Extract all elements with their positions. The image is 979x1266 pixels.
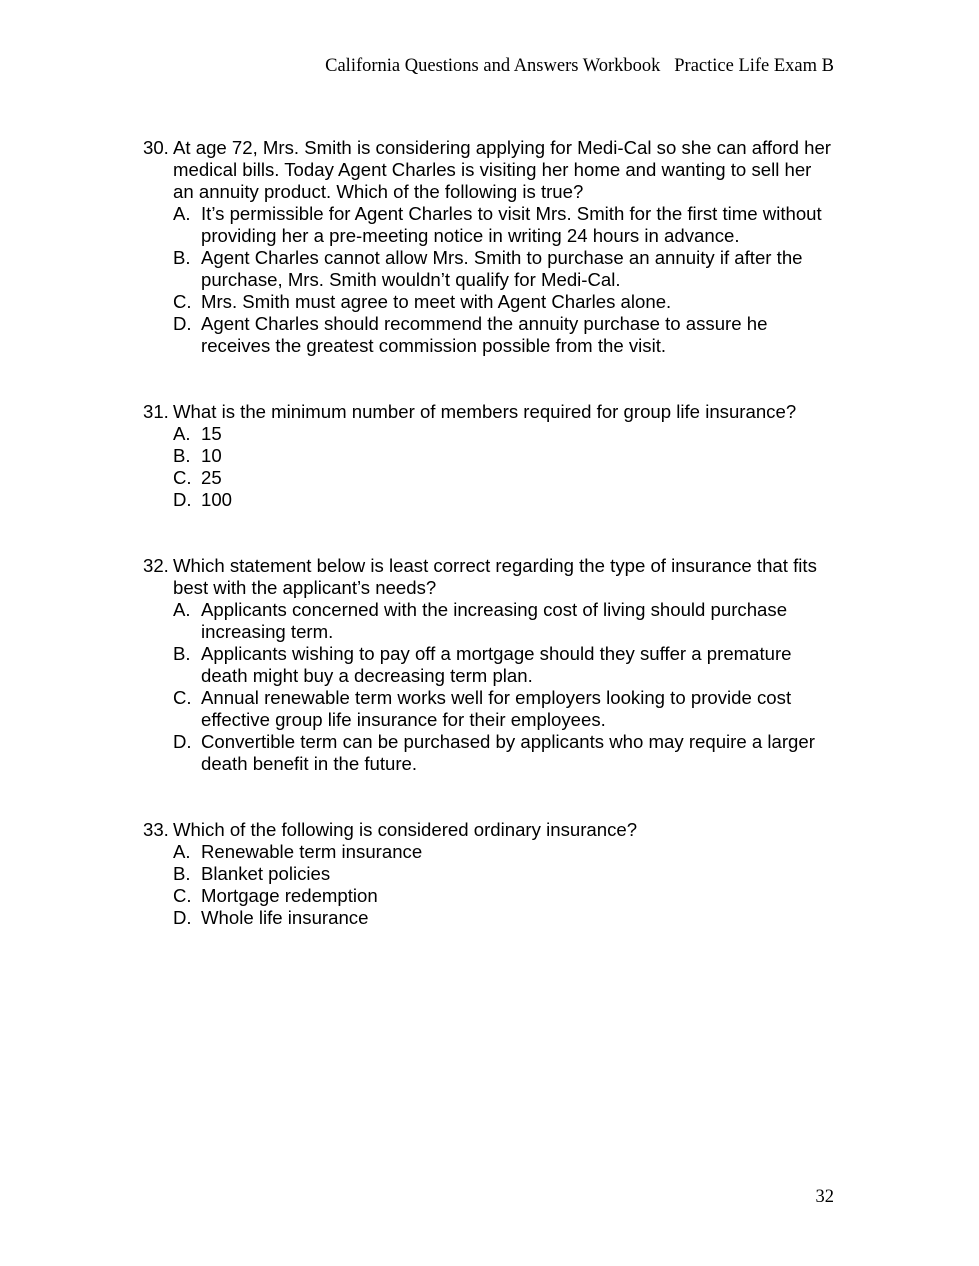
answer-option-a xyxy=(173,423,833,445)
answer-option-a xyxy=(173,203,833,247)
option-text: It’s permissible for Agent Charles to visit Mrs. Smith for the first time without providing her a pre-meeting notice in writing 24 hours in advance. xyxy=(201,203,822,246)
option-text: Renewable term insurance xyxy=(201,841,423,862)
question-30 xyxy=(143,137,833,357)
option-text: Whole life insurance xyxy=(201,907,369,928)
option-text: Applicants wishing to pay off a mortgage should they suffer a premature death might buy a decreasing term plan. xyxy=(201,643,792,686)
answer-option-d xyxy=(173,731,833,775)
option-label: B. xyxy=(173,247,191,268)
option-text: 25 xyxy=(201,467,222,488)
option-label: D. xyxy=(173,313,192,334)
option-label: A. xyxy=(173,841,191,862)
option-label: C. xyxy=(173,291,192,312)
option-label: A. xyxy=(173,423,191,444)
answer-option-b xyxy=(173,445,833,467)
answer-option-d xyxy=(173,907,833,929)
question-31 xyxy=(143,401,833,511)
answer-option-d xyxy=(173,489,833,511)
option-text: Mortgage redemption xyxy=(201,885,378,906)
answer-options xyxy=(173,599,833,775)
answer-option-b xyxy=(173,643,833,687)
page-number: 32 xyxy=(815,1187,834,1207)
option-label: D. xyxy=(173,907,192,928)
answer-option-b xyxy=(173,247,833,291)
answer-option-c xyxy=(173,291,833,313)
option-label: B. xyxy=(173,445,191,466)
option-label: C. xyxy=(173,885,192,906)
option-text: Convertible term can be purchased by applicants who may require a larger death benefit in the future. xyxy=(201,731,815,774)
answer-option-c xyxy=(173,467,833,489)
question-text: What is the minimum number of members required for group life insurance? xyxy=(173,401,797,422)
question-number: 31. xyxy=(143,401,169,422)
option-label: C. xyxy=(173,687,192,708)
option-label: D. xyxy=(173,731,192,752)
option-label: D. xyxy=(173,489,192,510)
question-number: 32. xyxy=(143,555,169,576)
option-label: B. xyxy=(173,643,191,664)
option-text: Blanket policies xyxy=(201,863,331,884)
answer-option-b xyxy=(173,863,833,885)
option-text: Annual renewable term works well for employers looking to provide cost effective group life insurance for their employees. xyxy=(201,687,792,730)
option-text: 100 xyxy=(201,489,233,510)
answer-option-c xyxy=(173,885,833,907)
answer-options xyxy=(173,423,833,511)
answer-option-c xyxy=(173,687,833,731)
page-header: California Questions and Answers Workbook Practice Life Exam B xyxy=(325,56,834,76)
question-number: 33. xyxy=(143,819,169,840)
option-label: B. xyxy=(173,863,191,884)
answer-options xyxy=(173,203,833,357)
question-text: At age 72, Mrs. Smith is considering applying for Medi-Cal so she can afford her medical bills. Today Agent Charles is visiting her home and wanting to sell her an annuity product. Which of the following is true? xyxy=(173,137,831,202)
answer-option-d xyxy=(173,313,833,357)
question-list xyxy=(143,137,833,973)
option-label: C. xyxy=(173,467,192,488)
question-number: 30. xyxy=(143,137,169,158)
answer-options xyxy=(173,841,833,929)
option-label: A. xyxy=(173,599,191,620)
answer-option-a xyxy=(173,841,833,863)
option-text: Mrs. Smith must agree to meet with Agent Charles alone. xyxy=(201,291,672,312)
option-text: Agent Charles should recommend the annuity purchase to assure he receives the greatest commission possible from the visit. xyxy=(201,313,768,356)
option-text: Agent Charles cannot allow Mrs. Smith to purchase an annuity if after the purchase, Mrs. Smith wouldn’t qualify for Medi-Cal. xyxy=(201,247,803,290)
question-text: Which of the following is considered ordinary insurance? xyxy=(173,819,638,840)
option-text: 10 xyxy=(201,445,222,466)
question-33 xyxy=(143,819,833,929)
option-label: A. xyxy=(173,203,191,224)
answer-option-a xyxy=(173,599,833,643)
question-32 xyxy=(143,555,833,775)
question-text: Which statement below is least correct regarding the type of insurance that fits best with the applicant’s needs? xyxy=(173,555,817,598)
option-text: Applicants concerned with the increasing cost of living should purchase increasing term. xyxy=(201,599,788,642)
option-text: 15 xyxy=(201,423,222,444)
